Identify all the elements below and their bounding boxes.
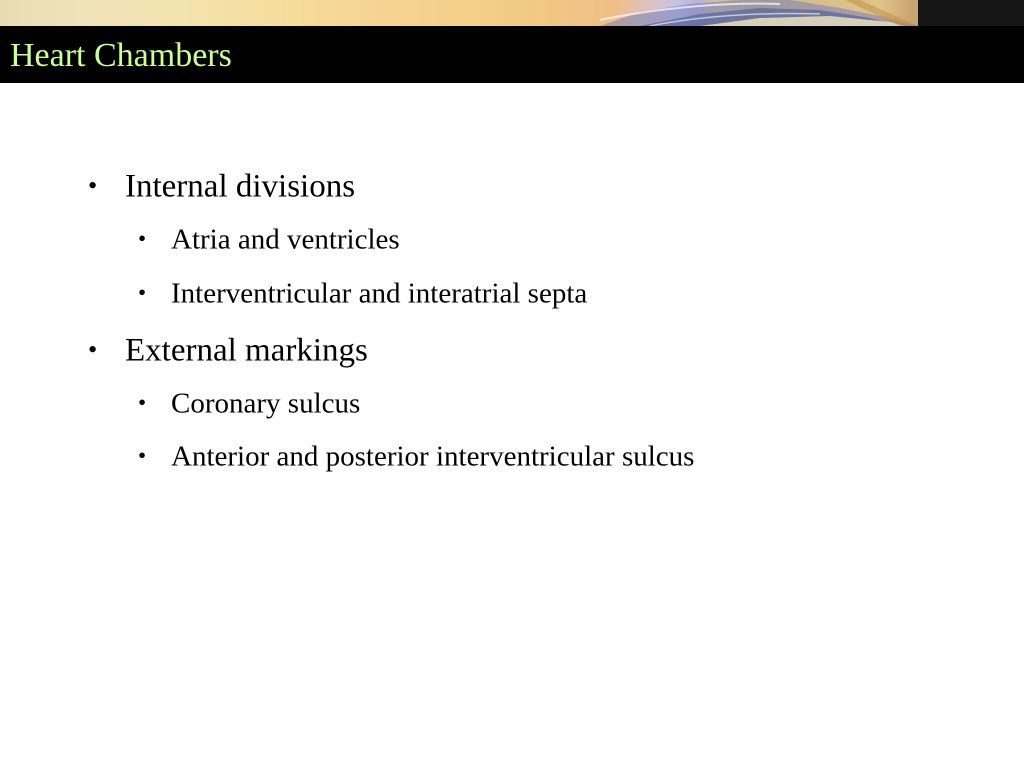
slide-title: Heart Chambers xyxy=(10,37,232,74)
sub-bullet-item xyxy=(138,439,694,473)
bullet-dot-icon: • xyxy=(138,280,147,306)
bullet-text: Interventricular and interatrial septa xyxy=(171,277,588,310)
bullet-text: Atria and ventricles xyxy=(171,223,400,256)
bullet-item xyxy=(88,329,368,371)
bullet-text: Coronary sulcus xyxy=(171,387,361,420)
bullet-dot-icon: • xyxy=(138,390,147,416)
bullet-dot-icon: • xyxy=(88,334,98,364)
sub-bullet-item xyxy=(138,386,360,420)
sub-bullet-item xyxy=(138,276,587,310)
bullet-text: External markings xyxy=(125,332,368,369)
bullet-dot-icon: • xyxy=(138,443,147,469)
bullet-text: Anterior and posterior interventricular sulcus xyxy=(171,440,695,473)
sub-bullet-item xyxy=(138,222,400,256)
bullet-dot-icon: • xyxy=(88,170,98,200)
bullet-text: Internal divisions xyxy=(125,168,356,205)
bullet-item xyxy=(88,165,355,207)
bullet-dot-icon: • xyxy=(138,226,147,252)
